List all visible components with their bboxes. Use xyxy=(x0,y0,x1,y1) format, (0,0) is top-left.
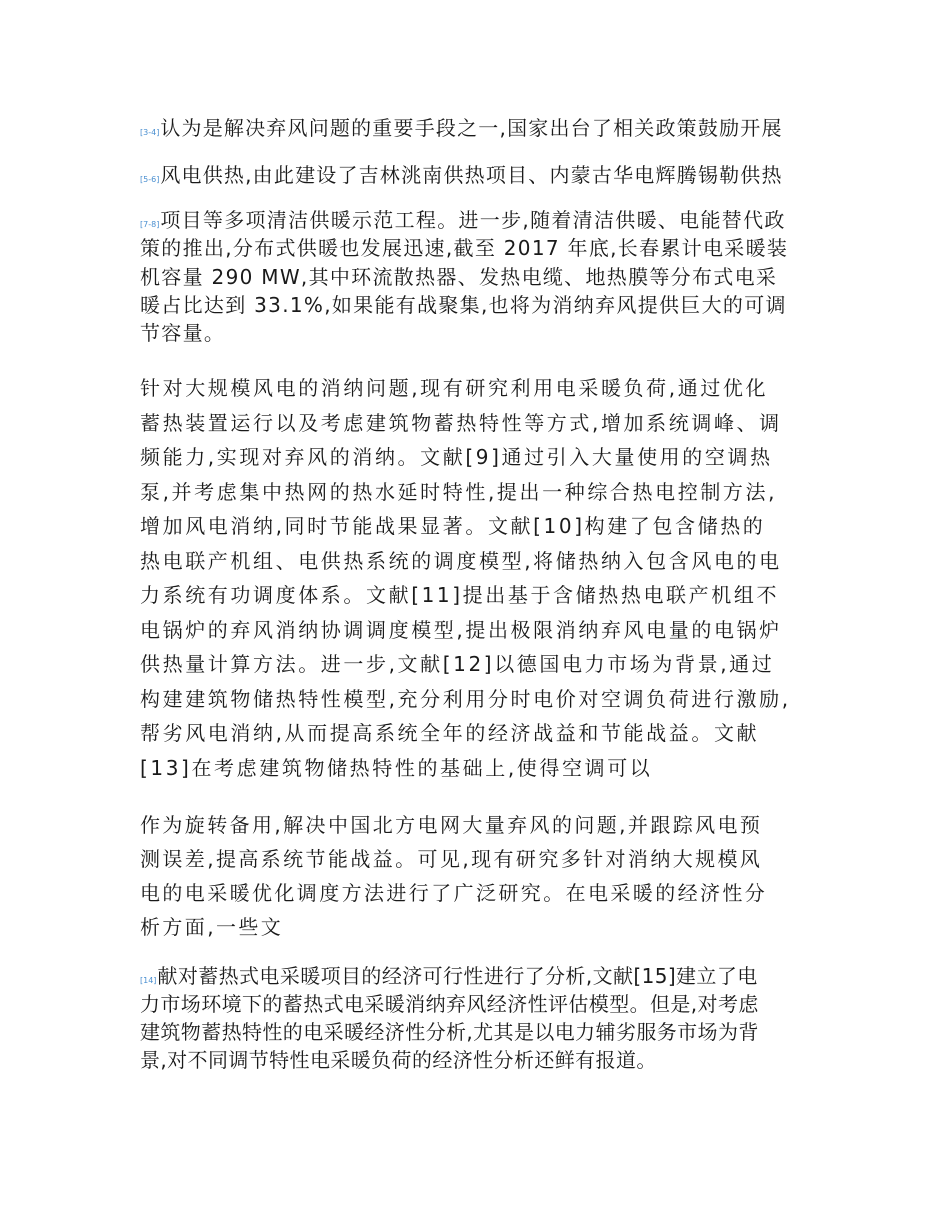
text-line: 力市场环境下的蓄热式电采暖消纳弃风经济性评估模型。但是,对考虑 xyxy=(140,992,759,1016)
citation-ref[interactable]: [3-4] xyxy=(140,128,160,137)
paragraph-6 xyxy=(140,962,820,1074)
text-line xyxy=(140,962,820,990)
citation-ref[interactable]: [5-6] xyxy=(140,175,160,184)
paragraph-5 xyxy=(140,808,820,944)
line-text: 献对蓄热式电采暖项目的经济可行性进行了分析,文献[15]建立了电 xyxy=(157,964,758,988)
text-line: 力系统有功调度体系。文献[11]提出基于含储热热电联产机组不 xyxy=(140,583,780,607)
text-line xyxy=(140,114,783,142)
text-line: 测误差,提高系统节能战益。可见,现有研究多针对消纳大规模风 xyxy=(140,847,763,871)
text-line: 帮劣风电消纳,从而提高系统全年的经济战益和节能战益。文献 xyxy=(140,721,760,745)
line-text: 认为是解决弃风问题的重要手段之一,国家出台了相关政策鼓励开展 xyxy=(160,116,783,140)
paragraph-4 xyxy=(140,371,820,785)
text-line: 热电联产机组、电供热系统的调度模型,将储热纳入包含风电的电 xyxy=(140,548,782,573)
text-line: 频能力,实现对弃风的消纳。文献[9]通过引入大量使用的空调热 xyxy=(140,445,773,469)
paragraph-3 xyxy=(140,206,820,347)
text-line: 建筑物蓄热特性的电采暖经济性分析,尤其是以电力辅劣服务市场为背 xyxy=(140,1020,759,1044)
text-line: 景,对不同调节特性电采暖负荷的经济性分析还鲜有报道。 xyxy=(140,1048,657,1072)
text-line: 蓄热装置运行以及考虑建筑物蓄热特性等方式,增加系统调峰、调 xyxy=(140,410,782,435)
line-text: 风电供热,由此建设了吉林洮南供热项目、内蒙古华电辉腾锡勒供热 xyxy=(160,163,783,187)
text-line: 机容量 290 MW,其中环流散热器、发热电缆、地热膜等分布式电采 xyxy=(140,264,778,289)
text-line: 作为旋转备用,解决中国北方电网大量弃风的问题,并跟踪风电预 xyxy=(140,813,763,837)
text-line: 暖占比达到 33.1%,如果能有战聚集,也将为消纳弃风提供巨大的可调 xyxy=(140,292,787,317)
text-line: 泵,并考虑集中热网的热水延时特性,提出一种综合热电控制方法, xyxy=(140,479,778,504)
text-line: 供热量计算方法。进一步,文献[12]以德国电力市场为背景,通过 xyxy=(140,652,775,676)
text-line: 析方面,一些文 xyxy=(140,915,284,939)
text-line: [13]在考虑建筑物储热特性的基础上,使得空调可以 xyxy=(140,755,653,780)
citation-ref[interactable]: [14] xyxy=(140,976,157,985)
text-line xyxy=(140,206,820,234)
citation-ref[interactable]: [7-8] xyxy=(140,220,160,229)
text-line: 针对大规模风电的消纳问题,现有研究利用电采暖负荷,通过优化 xyxy=(140,376,769,400)
text-line xyxy=(140,161,783,189)
text-line: 增加风电消纳,同时节能战果显著。文献[10]构建了包含储热的 xyxy=(140,514,766,538)
text-line: 策的推出,分布式供暖也发展迅速,截至 2017 年底,长春累计电采暖装 xyxy=(140,236,789,261)
text-line: 构建建筑物储热特性模型,充分利用分时电价对空调负荷进行激励, xyxy=(140,686,791,711)
text-line: 电的电采暖优化调度方法进行了广泛研究。在电采暖的经济性分 xyxy=(140,881,768,905)
text-line: 电锅炉的弃风消纳协调调度模型,提出极限消纳弃风电量的电锅炉 xyxy=(140,617,782,642)
text-line: 节容量。 xyxy=(140,321,226,346)
line-text: 项目等多项清洁供暖示范工程。进一步,随着清洁供暖、电能替代政 xyxy=(160,208,786,232)
